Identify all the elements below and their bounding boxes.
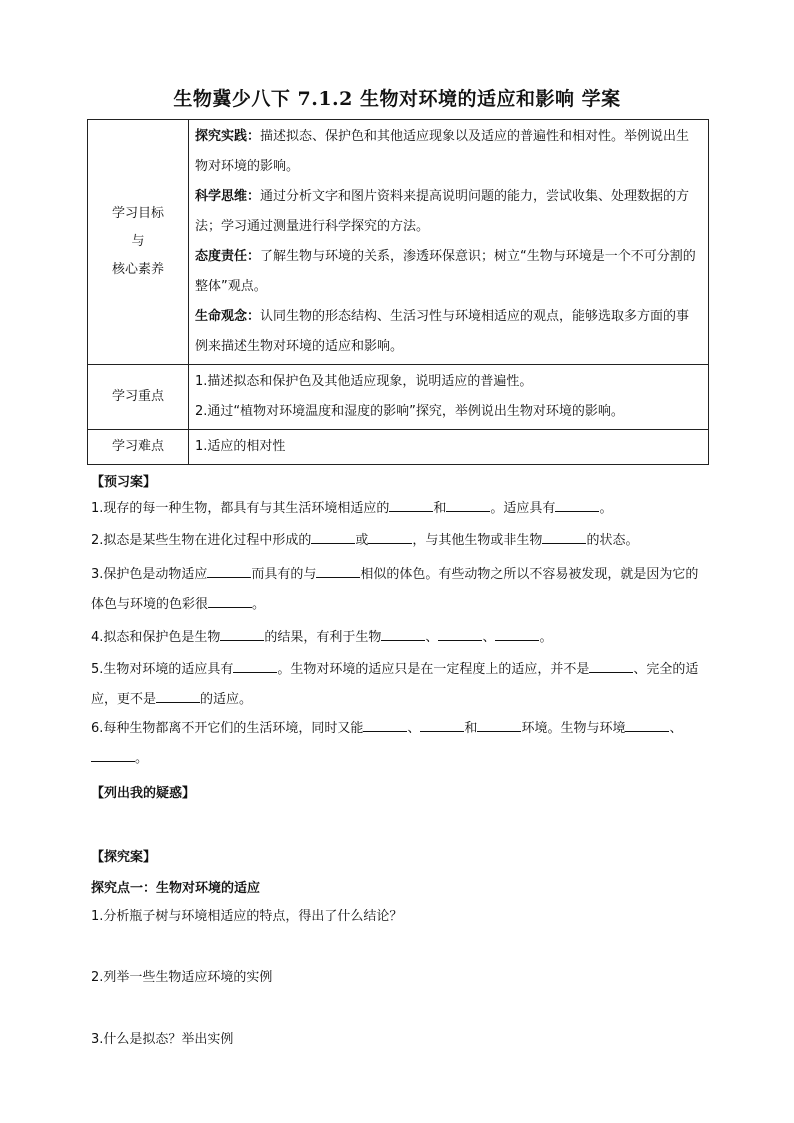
objective-label: 科学思维： [195,189,261,204]
preview-question-6 [91,714,706,774]
q6-text: 。 [135,751,149,766]
objectives-head-line: 学习目标 [111,206,164,221]
q1-text: 1.现存的每一种生物，都具有与其生活环境相适应的 [91,501,390,516]
explore-question-3: 3.什么是拟态？举出实例 [91,1032,234,1047]
table-row-difficulties [88,430,709,465]
answer-blank[interactable] [233,660,277,673]
q3-text: 。 [252,597,266,612]
answer-blank[interactable] [438,628,482,641]
explore-question-2: 2.列举一些生物适应环境的实例 [91,970,273,985]
objectives-body [189,120,709,365]
q6-text: 环境。生物与环境 [521,721,626,736]
keypoints-head: 学习重点 [88,365,189,430]
page-title: 生物冀少八下 7.1.2 生物对环境的适应和影响 学案 [173,88,621,110]
q4-text: 。 [539,630,553,645]
q2-text: ，与其他生物或非生物 [412,533,543,548]
preview-question-4 [91,623,706,653]
answer-blank[interactable] [389,499,433,512]
q5-text: 的适应。 [200,692,253,707]
q3-text: 而具有的与 [251,567,317,582]
objective-label: 探究实践： [195,129,261,144]
objective-label: 生命观念： [195,309,261,324]
q6-text: 和 [464,721,478,736]
q3-text: 相似的体色。有些动物之所以不容易被发现，就是因为它的体色与环境的色彩很 [91,567,699,612]
answer-blank[interactable] [446,499,490,512]
q6-text: 、 [407,721,421,736]
answer-blank[interactable] [363,719,407,732]
preview-question-1 [91,494,706,524]
table-row-objectives [88,120,709,365]
answer-blank[interactable] [311,531,355,544]
answer-blank[interactable] [477,719,521,732]
table-row-keypoints [88,365,709,430]
objective-item [195,242,702,302]
q5-text: 。生物对环境的适应只是在一定程度上的适应，并不是 [277,662,590,677]
objective-label: 态度责任： [195,249,261,264]
objectives-head [88,120,189,365]
q6-text: 6.每种生物都离不开它们的生活环境，同时又能 [91,721,364,736]
q2-text: 2.拟态是某些生物在进化过程中形成的 [91,533,312,548]
q1-text: 。适应具有 [490,501,556,516]
explore-heading: 【探究案】 [91,850,157,865]
answer-blank[interactable] [625,719,669,732]
q5-text: 、完全的适应，更不是 [91,662,699,707]
answer-blank[interactable] [542,531,586,544]
doubts-heading: 【列出我的疑惑】 [91,786,196,801]
answer-blank[interactable] [495,628,539,641]
answer-blank[interactable] [589,660,633,673]
q3-text: 3.保护色是动物适应 [91,567,208,582]
objectives-head-line: 与 [131,234,145,249]
objective-item [195,302,702,362]
q1-text: 。 [599,501,613,516]
objectives-head-line: 核心素养 [111,262,164,277]
q4-text: 、 [482,630,496,645]
difficulties-body [189,430,709,465]
q5-text: 5.生物对环境的适应具有 [91,662,234,677]
explore-point-1: 探究点一：生物对环境的适应 [91,881,261,896]
q4-text: 、 [425,630,439,645]
objective-text: 认同生物的形态结构、生活习性与环境相适应的观点，能够选取多方面的事例来描述生物对环境的适应和影响。 [195,309,690,354]
preview-question-5 [91,655,706,715]
q2-text: 或 [355,533,369,548]
objective-text: 通过分析文字和图片资料来提高说明问题的能力，尝试收集、处理数据的方法；学习通过测量进行科学探究的方法。 [195,189,690,234]
keypoint-line: 2.通过“植物对环境温度和湿度的影响”探究，举例说出生物对环境的影响。 [195,404,624,419]
objective-item [195,122,702,182]
answer-blank[interactable] [316,565,360,578]
answer-blank[interactable] [555,499,599,512]
objective-item [195,182,702,242]
answer-blank[interactable] [220,628,264,641]
objectives-table [87,119,709,465]
objective-text: 描述拟态、保护色和其他适应现象以及适应的普遍性和相对性。举例说出生物对环境的影响。 [195,129,690,174]
preview-heading: 【预习案】 [91,475,157,490]
q1-text: 和 [433,501,447,516]
answer-blank[interactable] [91,749,135,762]
q2-text: 的状态。 [586,533,639,548]
keypoints-body [189,365,709,430]
preview-question-3 [91,560,706,620]
difficulties-head: 学习难点 [88,430,189,465]
answer-blank[interactable] [420,719,464,732]
q4-text: 4.拟态和保护色是生物 [91,630,221,645]
answer-blank[interactable] [156,690,200,703]
answer-blank[interactable] [381,628,425,641]
q4-text: 的结果，有利于生物 [264,630,382,645]
difficulty-line: 1.适应的相对性 [195,439,286,454]
answer-blank[interactable] [208,595,252,608]
preview-question-2 [91,526,706,556]
objective-text: 了解生物与环境的关系，渗透环保意识；树立“生物与环境是一个不可分割的整体”观点。 [195,249,696,294]
keypoint-line: 1.描述拟态和保护色及其他适应现象，说明适应的普遍性。 [195,374,533,389]
explore-question-1: 1.分析瓶子树与环境相适应的特点，得出了什么结论？ [91,909,403,924]
answer-blank[interactable] [207,565,251,578]
answer-blank[interactable] [368,531,412,544]
q6-text: 、 [669,721,683,736]
